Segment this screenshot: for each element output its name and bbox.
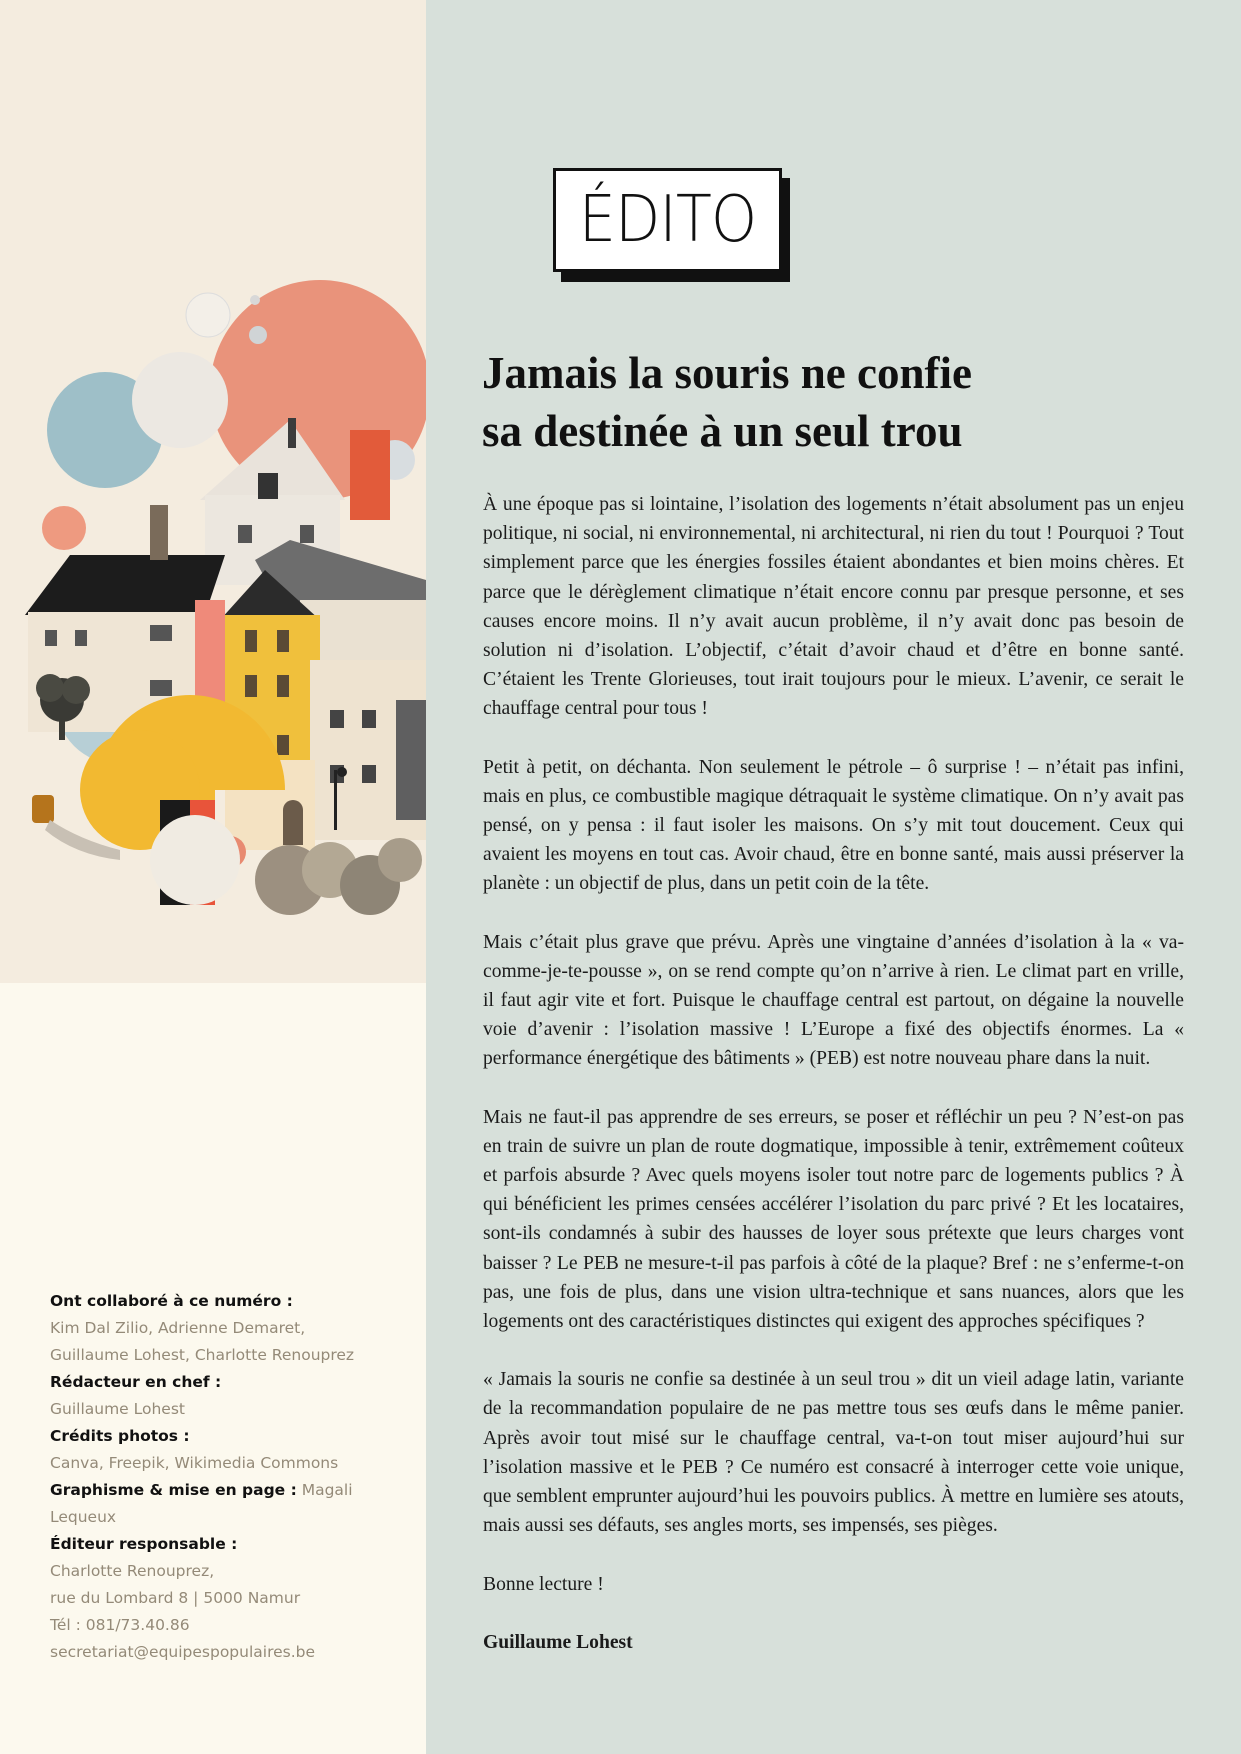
contributors-label: Ont collaboré à ce numéro : <box>50 1292 293 1310</box>
edito-badge <box>553 168 782 272</box>
publisher-phone: Tél : 081/73.40.86 <box>50 1616 190 1634</box>
article-paragraph: À une époque pas si lointaine, l’isolation des logements n’était absolument pas un enjeu politique, ni social, ni environnemental, ni architectural, ni rien du tout ! Pourquoi ? Tout simplement parce que les énergies fossiles étaient abondantes et bien moins chères. Et parce que le dérèglement climatique n’était encore connu par presque personne, et ses causes encore moins. Il n’y avait aucun problème, il n’y avait donc pas besoin de solution ni d’isolation. L’objectif, c’était d’avoir chaud et d’être en bonne santé. C’étaient les Trente Glorieuses, tout irait toujours pour le mieux. L’avenir, ce serait le chauffage central pour tous ! <box>483 494 1184 720</box>
article-body <box>483 490 1184 1686</box>
article-headline <box>482 344 1202 460</box>
article-paragraph: « Jamais la souris ne confie sa destinée à un seul trou » dit un vieil adage latin, variante de la recommandation populaire de ne pas mettre tous ses œufs dans le même panier. Après avoir tout misé sur le chauffage central, va-t-on tout miser aujourd’hui sur l’isolation massive et le PEB ? Ce numéro est consacré à interroger cette voie unique, que semblent emprunter aujourd’hui les pouvoirs publics. À mettre en lumière ses atouts, mais aussi ses défauts, ses angles morts, ses impensés, ses pièges. <box>483 1369 1184 1537</box>
design-label: Graphisme & mise en page : <box>50 1481 297 1499</box>
edito-badge-box <box>553 168 782 272</box>
credits-block <box>50 1288 410 1666</box>
publisher-email: secretariat@equipespopulaires.be <box>50 1643 316 1661</box>
article-paragraph: Mais ne faut-il pas apprendre de ses erreurs, se poser et réfléchir un peu ? N’est-on pas en train de suivre un plan de route dogmatique, impossible à tenir, extrêmement coûteux et parfois absurde ? Avec quels moyens isoler tout notre parc de logements publics ? À qui bénéficient les primes censées accélérer l’isolation du parc privé ? Et les locataires, sont-ils condamnés à subir des hausses de loyer sous prétexte que leurs charges vont baisser ? Le PEB ne mesure-t-il pas parfois à côté de la plaque? Bref : ne s’enferme-t-on pas, une fois de plus, dans une vision ultra-technique et sans nuances, alors que les logements ont des caractéristiques distinctes qui exigent des approches spécifiques ? <box>483 1106 1184 1333</box>
publisher-address: rue du Lombard 8 | 5000 Namur <box>50 1589 301 1607</box>
editor-in-chief-name: Guillaume Lohest <box>50 1400 185 1418</box>
article-paragraph: Mais c’était plus grave que prévu. Après une vingtaine d’années d’isolation à la « va-comme-je-te-pousse », on se rend compte qu’on n’arrive à rien. Le climat part en vrille, il faut agir vite et fort. Puisque le chauffage central est partout, on dégaine la nouvelle voie d’avenir : l’isolation massive ! L’Europe a fixé des objectifs énormes. La « performance énergétique des bâtiments » (PEB) est notre nouveau phare dans la nuit. <box>483 931 1184 1070</box>
publisher-name: Charlotte Renouprez, <box>50 1562 215 1580</box>
edito-badge-text: ÉDITO <box>578 183 757 257</box>
collage-illustration <box>0 0 426 983</box>
closing-line: Bonne lecture ! <box>483 1573 604 1595</box>
contributors-line: Guillaume Lohest, Charlotte Renouprez <box>50 1346 355 1364</box>
houses-collage-image <box>0 0 426 983</box>
design-value: Magali Lequeux <box>50 1481 353 1526</box>
headline-line: sa destinée à un seul trou <box>482 406 963 456</box>
design-credit-row <box>50 1477 410 1531</box>
left-column <box>0 0 426 1754</box>
editor-in-chief-label: Rédacteur en chef : <box>50 1373 222 1391</box>
photo-credits-label: Crédits photos : <box>50 1427 190 1445</box>
contributors-line: Kim Dal Zilio, Adrienne Demaret, <box>50 1319 306 1337</box>
publisher-label: Éditeur responsable : <box>50 1535 238 1553</box>
photo-credits-value: Canva, Freepik, Wikimedia Commons <box>50 1454 339 1472</box>
headline-line: Jamais la souris ne confie <box>482 348 972 398</box>
article-paragraph: Petit à petit, on déchanta. Non seulement le pétrole – ô surprise ! – n’était pas infini, mais en plus, ce combustible magique détraquait le système climatique. On n’y avait pas pensé, on y pensa : il faut isoler les maisons. On s’y mit tout doucement. Ceux qui avaient les moyens en tout cas. Avoir chaud, être en bonne santé, mais aussi préserver la planète : un objectif de plus, dans un petit coin de la tête. <box>483 756 1184 895</box>
author-signature: Guillaume Lohest <box>483 1631 633 1653</box>
